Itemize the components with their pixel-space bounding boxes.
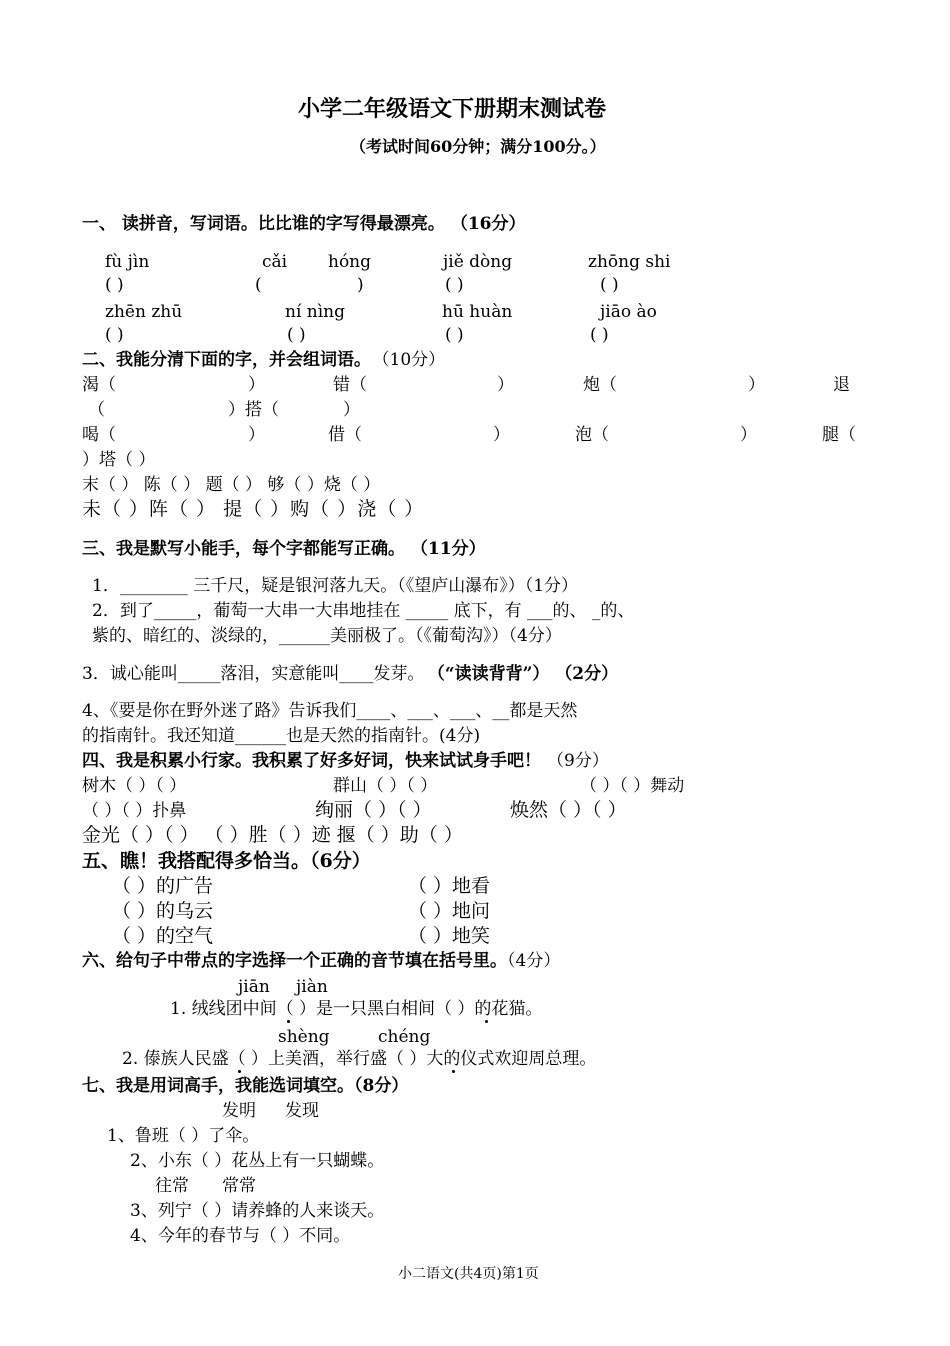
word-he: 喝（	[82, 425, 116, 445]
answer-blank-1[interactable]: ( )	[105, 275, 124, 295]
word-tui: 退	[833, 375, 850, 395]
section-6-heading: 六、给句子中带点的字选择一个正确的音节填在括号里。（4分）	[82, 951, 561, 971]
section-2-heading: 二、我能分清下面的字，并会组词语。 （10分）	[82, 350, 446, 370]
pinyin-5: zhōng shi	[588, 252, 671, 272]
paren-close: ）	[497, 375, 514, 395]
paren-close: ）	[343, 400, 360, 420]
s3-q2a: 2．到了_____，葡萄一大串一大串地挂在 _____ 底下，有 ___的、 _的、	[92, 601, 635, 621]
s5-right-2: （ ）地问	[408, 900, 491, 922]
s4-r1-a: 树木（ ）（ ）	[82, 776, 187, 796]
s4-r2-b: 绚丽（ ）（ ）	[315, 799, 432, 821]
s4-r1-b: 群山（ ）（ ）	[333, 776, 438, 796]
s6-q2: 2. 傣族人民盛（ ）上美酒，举行盛（ ）大的仪式欢迎周总理。	[122, 1049, 597, 1069]
word-choice-2a: 往常	[155, 1176, 189, 1196]
s5-left-2: （ ）的乌云	[112, 900, 214, 922]
answer-blank-2[interactable]: ( )	[255, 275, 364, 295]
pinyin-2: cǎi	[262, 252, 288, 272]
emphasis-dot	[287, 1020, 290, 1023]
word-tui2: 腿（	[822, 425, 856, 445]
s6-q1: 1. 绒线团中间（ ）是一只黑白相间（ ）的花猫。	[170, 999, 543, 1019]
paren-open: （	[88, 400, 105, 420]
answer-blank-7[interactable]: ( )	[445, 325, 464, 345]
section-7-heading: 七、我是用词高手，我能选词填空。（8分）	[82, 1076, 409, 1096]
s5-left-3: （ ）的空气	[112, 925, 214, 947]
paren-close: ）	[493, 425, 510, 445]
pinyin-jian1: jiān	[238, 977, 270, 997]
s3-q1: 1．________ 三千尺，疑是银河落九天。（《望庐山瀑布》）（1分）	[92, 576, 579, 596]
word-ke: 渴（	[82, 375, 116, 395]
answer-blank-6[interactable]: ( )	[287, 325, 306, 345]
answer-blank-3[interactable]: ( )	[445, 275, 464, 295]
pinyin-6: zhēn zhū	[105, 302, 183, 322]
emphasis-dot	[485, 1020, 488, 1023]
pinyin-cheng: chéng	[378, 1027, 431, 1047]
pinyin-8: hū huàn	[442, 302, 513, 322]
word-choice-2b: 常常	[222, 1176, 256, 1196]
page-title: 小学二年级语文下册期末测试卷	[298, 96, 607, 122]
s7-q2: 2、小东（ ）花丛上有一只蝴蝶。	[130, 1151, 385, 1171]
s7-q1: 1、鲁班（ ）了伞。	[107, 1126, 260, 1146]
word-jie: 借（	[328, 425, 362, 445]
word-da: ）搭（	[228, 400, 279, 420]
pinyin-7: ní nìng	[285, 302, 346, 322]
s4-r3: 金光（ ）（ ） （ ）胜（ ）迹 揠（ ）助（ ）	[82, 824, 463, 846]
section-5-heading: 五、瞧！我搭配得多恰当。（6分）	[82, 850, 371, 872]
paren-close: ）	[248, 425, 265, 445]
pinyin-sheng: shèng	[278, 1027, 330, 1047]
emphasis-dot	[452, 1070, 455, 1073]
answer-blank-4[interactable]: ( )	[600, 275, 619, 295]
pinyin-9: jiāo ào	[600, 302, 657, 322]
s5-right-1: （ ）地看	[408, 875, 491, 897]
s7-q3: 3、列宁（ ）请养蜂的人来谈天。	[130, 1201, 385, 1221]
page-footer: 小二语文(共4页)第1页	[398, 1266, 539, 1282]
section-3-heading: 三、我是默写小能手，每个字都能写正确。 （11分）	[82, 539, 486, 559]
word-pao2: 泡（	[575, 425, 609, 445]
paren-close: ）	[740, 425, 757, 445]
word-choice-1b: 发现	[285, 1101, 319, 1121]
s3-q2b: 紫的、暗红的、淡绿的，______美丽极了。（《葡萄沟》）（4分）	[92, 626, 562, 646]
s7-q4: 4、今年的春节与（ ）不同。	[130, 1226, 351, 1246]
word-pao: 炮（	[583, 375, 617, 395]
pinyin-jian2: jiàn	[296, 977, 328, 997]
pinyin-3: hóng	[328, 252, 372, 272]
s4-r2-a: （ ）（ ）扑鼻	[82, 801, 187, 821]
paren-close: ）	[748, 375, 765, 395]
s4-r1-c: （ ）（ ）舞动	[580, 776, 685, 796]
s5-right-3: （ ）地笑	[408, 925, 491, 947]
s3-q3: 3．诚心能叫_____落泪，实意能叫____发芽。 （“读读背背”） （2分）	[82, 664, 619, 684]
word-row-wei: 未（ ）阵（ ） 提（ ）购（ ）浇（ ）	[82, 498, 425, 520]
pinyin-4: jiě dòng	[443, 252, 513, 272]
answer-blank-5[interactable]: ( )	[105, 325, 124, 345]
word-ta: ）塔（ ）	[82, 450, 156, 470]
word-choice-1a: 发明	[222, 1101, 256, 1121]
page-subtitle: （考试时间60分钟；满分100分。）	[350, 137, 606, 156]
word-row-mo: 末（ ） 陈（ ） 题（ ） 够（ ）烧（ ）	[82, 475, 381, 495]
section-1-heading: 一、 读拼音，写词语。比比谁的字写得最漂亮。 （16分）	[82, 214, 526, 234]
s4-r2-c: 焕然（ ）（ ）	[510, 799, 627, 821]
s5-left-1: （ ）的广告	[112, 875, 214, 897]
pinyin-1: fù jìn	[105, 252, 150, 272]
answer-blank-8[interactable]: ( )	[590, 325, 609, 345]
s3-q4a: 4、《要是你在野外迷了路》告诉我们____、___、___、__都是天然	[82, 701, 578, 721]
word-cuo: 错（	[333, 375, 367, 395]
emphasis-dot	[238, 1070, 241, 1073]
s3-q4b: 的指南针。我还知道______也是天然的指南针。(4分)	[82, 726, 481, 746]
section-4-heading: 四、我是积累小行家。我积累了好多好词，快来试试身手吧！ （9分）	[82, 751, 609, 771]
paren-close: ）	[248, 375, 265, 395]
